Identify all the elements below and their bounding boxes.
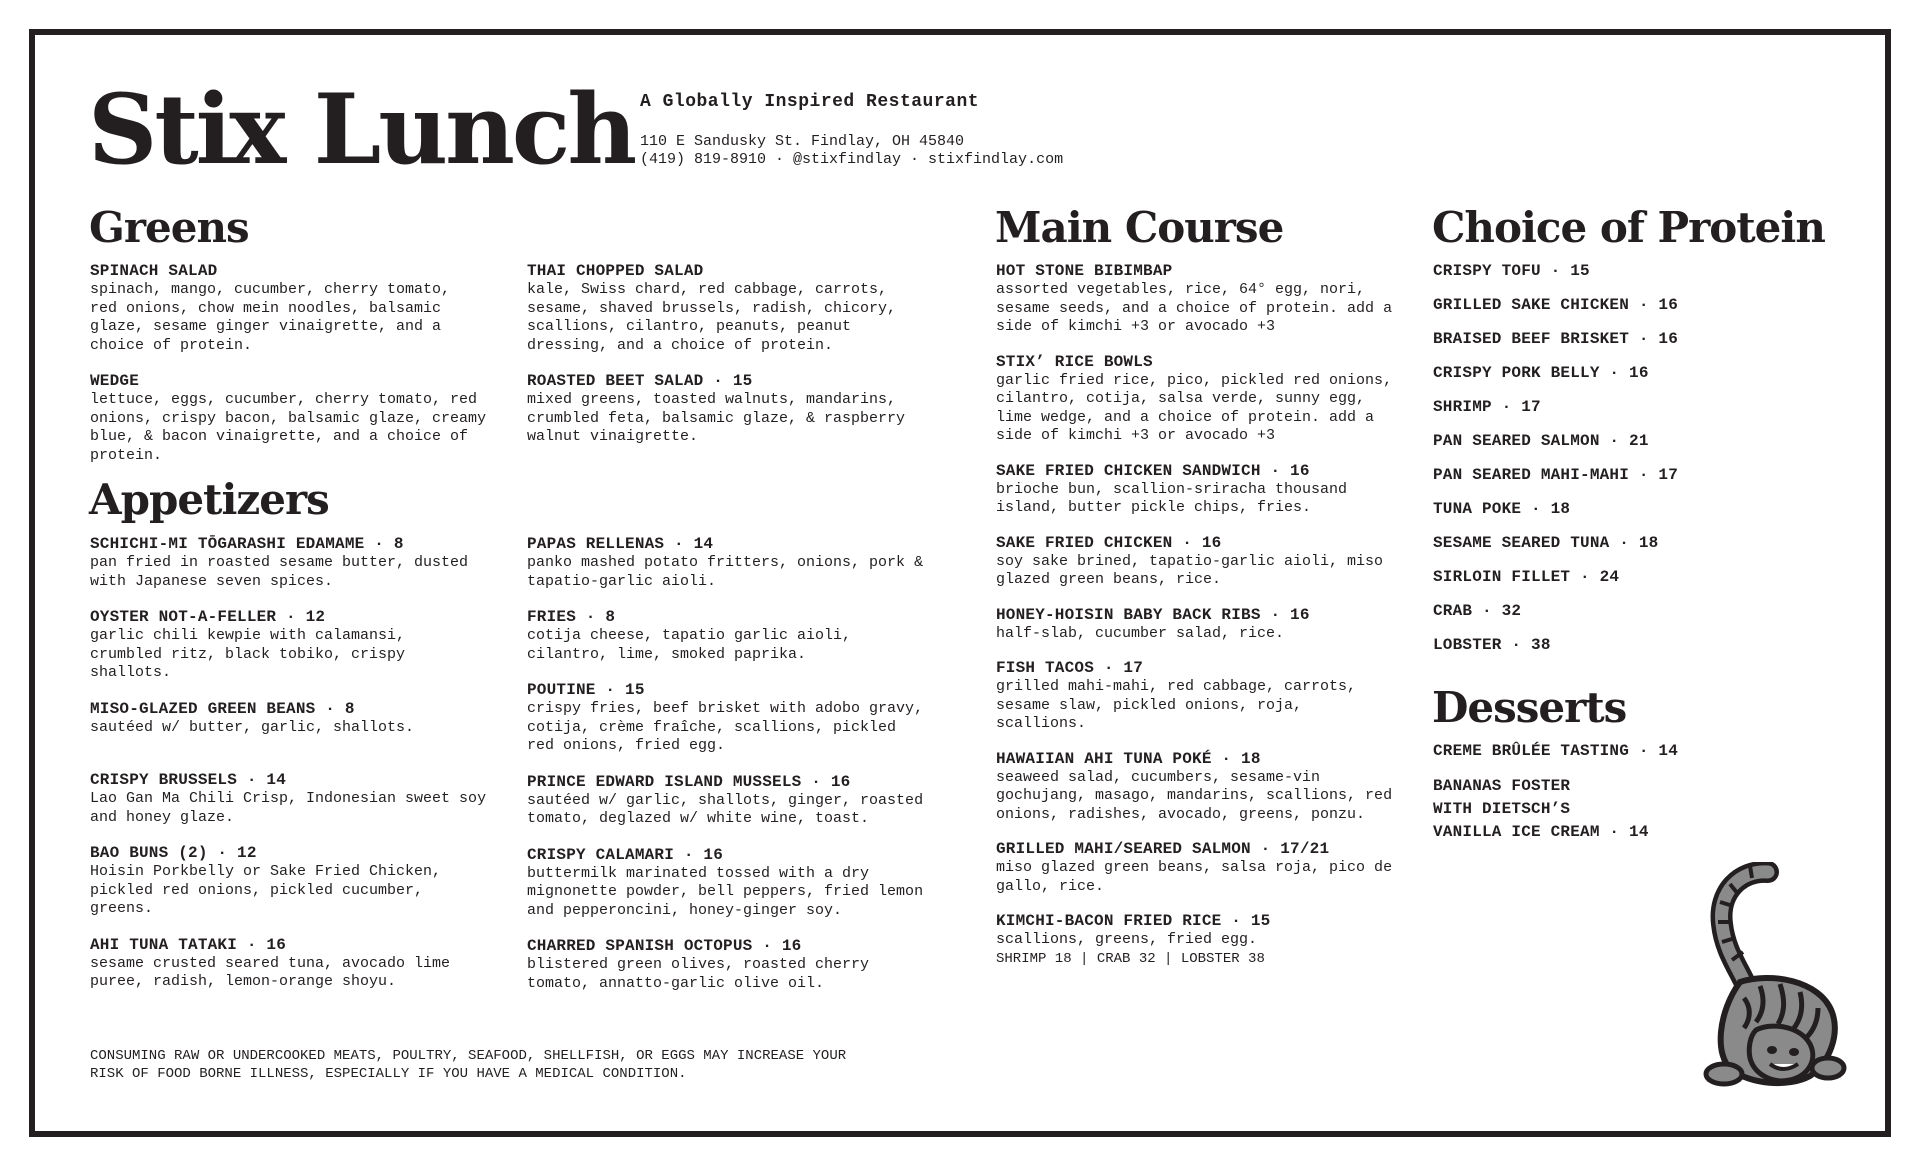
menu-item <box>90 844 520 919</box>
restaurant-address: 110 E Sandusky St. Findlay, OH 45840 <box>640 133 965 150</box>
menu-item <box>527 681 967 756</box>
protein-item: SHRIMP · 17 <box>1433 398 1541 416</box>
menu-item-name: OYSTER NOT-A-FELLER · 12 <box>90 608 326 626</box>
menu-item-name: ROASTED BEET SALAD · 15 <box>527 372 753 390</box>
protein-item: BRAISED BEEF BRISKET · 16 <box>1433 330 1679 348</box>
menu-item <box>90 700 520 738</box>
menu-item-desc: buttermilk marinated tossed with a dry mignonette powder, bell peppers, fried lemon and pepperoncini, honey-ginger soy. <box>527 864 924 919</box>
menu-item <box>527 372 957 447</box>
menu-item-desc: crispy fries, beef brisket with adobo gravy, cotija, crème fraîche, scallions, pickled red onions, fried egg. <box>527 700 924 754</box>
section-title-desserts: Desserts <box>1432 683 1627 732</box>
menu-item-desc: Hoisin Porkbelly or Sake Fried Chicken, pickled red onions, pickled cucumber, greens. <box>90 863 442 917</box>
menu-item-desc: garlic fried rice, pico, pickled red onions, cilantro, cotija, salsa verde, sunny egg, lime wedge, and a choice of protein. add a side of kimchi +3 or avocado +3 <box>996 371 1393 444</box>
dessert-item: BANANAS FOSTER WITH DIETSCH’S VANILLA ICE CREAM · 14 <box>1433 777 1649 841</box>
menu-item <box>996 353 1416 446</box>
menu-item-name: STIX’ RICE BOWLS <box>996 352 1153 371</box>
protein-item: TUNA POKE · 18 <box>1433 500 1571 518</box>
menu-item-name: SCHICHI-MI TŌGARASHI EDAMAME · 8 <box>90 535 404 553</box>
menu-item-desc: Lao Gan Ma Chili Crisp, Indonesian sweet soy and honey glaze. <box>90 790 487 826</box>
appetizers-left-column <box>90 535 520 992</box>
menu-item-desc: sesame crusted seared tuna, avocado lime puree, radish, lemon-orange shoyu. <box>90 954 451 990</box>
menu-item-name: SAKE FRIED CHICKEN SANDWICH · 16 <box>996 461 1310 480</box>
menu-item-desc: pan fried in roasted sesame butter, dusted with Japanese seven spices. <box>90 554 469 590</box>
menu-item-desc: cotija cheese, tapatio garlic aioli, cilantro, lime, smoked paprika. <box>527 627 852 663</box>
menu-item-name: BAO BUNS (2) · 12 <box>90 844 257 862</box>
menu-item-name: KIMCHI-BACON FRIED RICE · 15 <box>996 912 1271 930</box>
menu-item-name: CRISPY CALAMARI · 16 <box>527 845 724 864</box>
menu-item-desc: blistered green olives, roasted cherry tomato, annatto-garlic olive oil. <box>527 956 870 992</box>
menu-item-name: SAKE FRIED CHICKEN · 16 <box>996 533 1222 552</box>
menu-item-name: PRINCE EDWARD ISLAND MUSSELS · 16 <box>527 772 851 791</box>
menu-item <box>90 608 520 683</box>
greens-right-column <box>527 262 957 447</box>
menu-item <box>527 846 967 921</box>
menu-item-desc: half-slab, cucumber salad, rice. <box>996 624 1285 642</box>
protein-item: CRISPY PORK BELLY · 16 <box>1433 364 1649 382</box>
menu-item-desc: garlic chili kewpie with calamansi, crumbled ritz, black tobiko, crispy shallots. <box>90 627 406 681</box>
menu-item-desc: sautéed w/ butter, garlic, shallots. <box>90 718 415 736</box>
section-title-protein: Choice of Protein <box>1432 203 1825 252</box>
menu-item-desc: miso glazed green beans, salsa roja, pico de gallo, rice. <box>996 859 1393 895</box>
menu-item <box>996 262 1416 337</box>
restaurant-address-block <box>640 133 1063 169</box>
protein-item: SESAME SEARED TUNA · 18 <box>1433 534 1659 552</box>
tiger-illustration-icon <box>1700 862 1850 1090</box>
dessert-item: CREME BRÛLÉE TASTING · 14 <box>1433 742 1679 760</box>
menu-item-desc: kale, Swiss chard, red cabbage, carrots, sesame, shaved brussels, radish, chicory, scallions, cilantro, peanuts, peanut dressing, and a choice of protein. <box>527 281 897 354</box>
menu-item <box>996 912 1416 968</box>
menu-item <box>90 936 520 992</box>
menu-item-name: HONEY-HOISIN BABY BACK RIBS · 16 <box>996 605 1310 624</box>
protein-item: CRISPY TOFU · 15 <box>1433 262 1590 280</box>
menu-item-desc: mixed greens, toasted walnuts, mandarins, crumbled feta, balsamic glaze, & raspberry walnut vinaigrette. <box>527 391 906 445</box>
menu-item <box>527 937 967 993</box>
protein-item: CRAB · 32 <box>1433 602 1522 620</box>
protein-item: SIRLOIN FILLET · 24 <box>1433 568 1620 586</box>
menu-item <box>996 462 1416 518</box>
menu-item <box>527 773 967 829</box>
restaurant-title: Stix Lunch <box>88 73 635 186</box>
menu-item <box>90 372 510 465</box>
menu-item <box>996 534 1416 590</box>
section-title-appetizers: Appetizers <box>89 475 329 524</box>
menu-item-name: CHARRED SPANISH OCTOPUS · 16 <box>527 937 802 955</box>
menu-item-desc: brioche bun, scallion-sriracha thousand island, butter pickle chips, fries. <box>996 480 1348 516</box>
menu-item-desc: grilled mahi-mahi, red cabbage, carrots, sesame slaw, pickled onions, roja, scallions. <box>996 678 1357 732</box>
menu-item-name: AHI TUNA TATAKI · 16 <box>90 935 287 954</box>
main-course-column <box>996 262 1416 968</box>
desserts-list <box>1433 740 1853 844</box>
menu-item-addons: SHRIMP 18 | CRAB 32 | LOBSTER 38 <box>996 950 1265 967</box>
menu-item <box>996 659 1416 734</box>
menu-item-desc: spinach, mango, cucumber, cherry tomato, red onions, chow mein noodles, balsamic glaze, sesame ginger vinaigrette, and a choice of protein. <box>90 281 451 354</box>
menu-item-name: WEDGE <box>90 372 140 390</box>
section-title-main-course: Main Course <box>995 203 1284 252</box>
menu-item-desc: scallions, greens, fried egg. <box>996 931 1258 948</box>
menu-item-name: POUTINE · 15 <box>527 681 645 699</box>
menu-item-name: SPINACH SALAD <box>90 262 218 280</box>
restaurant-contact: (419) 819-8910 · @stixfindlay · stixfindlay.com <box>640 151 1064 168</box>
menu-item <box>996 840 1416 896</box>
menu-item-desc: soy sake brined, tapatio-garlic aioli, miso glazed green beans, rice. <box>996 552 1384 588</box>
protein-list <box>1433 262 1853 670</box>
protein-item: GRILLED SAKE CHICKEN · 16 <box>1433 296 1679 314</box>
menu-item-desc: sautéed w/ garlic, shallots, ginger, roasted tomato, deglazed w/ white wine, toast. <box>527 791 924 827</box>
menu-item-name: FISH TACOS · 17 <box>996 659 1144 677</box>
menu-item-name: MISO-GLAZED GREEN BEANS · 8 <box>90 699 355 718</box>
section-title-greens: Greens <box>89 203 249 252</box>
menu-item-name: THAI CHOPPED SALAD <box>527 262 704 280</box>
menu-item <box>527 262 957 355</box>
menu-item <box>90 771 520 827</box>
menu-item <box>527 608 967 664</box>
menu-item-desc: panko mashed potato fritters, onions, pork & tapatio-garlic aioli. <box>527 554 924 590</box>
restaurant-tagline: A Globally Inspired Restaurant <box>640 92 980 112</box>
menu-item-desc: seaweed salad, cucumbers, sesame-vin gochujang, masago, mandarins, scallions, red onions, radishes, avocado, greens, ponzu. <box>996 768 1393 823</box>
menu-item <box>996 750 1416 825</box>
menu-item-name: PAPAS RELLENAS · 14 <box>527 535 714 553</box>
menu-item-name: HOT STONE BIBIMBAP <box>996 262 1173 280</box>
appetizers-right-column <box>527 535 967 993</box>
menu-item <box>996 606 1416 644</box>
greens-left-column <box>90 262 510 465</box>
menu-item <box>90 262 510 355</box>
menu-item <box>90 535 520 591</box>
protein-item: LOBSTER · 38 <box>1433 636 1551 654</box>
protein-item: PAN SEARED SALMON · 21 <box>1433 432 1649 450</box>
menu-item-name: HAWAIIAN AHI TUNA POKÉ · 18 <box>996 749 1261 768</box>
food-safety-disclaimer: CONSUMING RAW OR UNDERCOOKED MEATS, POULTRY, SEAFOOD, SHELLFISH, OR EGGS MAY INCREASE YOUR RISK OF FOOD BORNE ILLNESS, ESPECIALLY IF YOU HAVE A MEDICAL CONDITION. <box>90 1048 847 1082</box>
menu-item <box>527 535 967 591</box>
menu-item-desc: assorted vegetables, rice, 64° egg, nori, sesame seeds, and a choice of protein. add a side of kimchi +3 or avocado +3 <box>996 281 1393 335</box>
menu-item-name: GRILLED MAHI/SEARED SALMON · 17/21 <box>996 840 1330 858</box>
menu-item-name: FRIES · 8 <box>527 608 616 626</box>
menu-item-desc: lettuce, eggs, cucumber, cherry tomato, red onions, crispy bacon, balsamic glaze, creamy blue, & bacon vinaigrette, and a choice of protein. <box>90 391 487 464</box>
protein-item: PAN SEARED MAHI-MAHI · 17 <box>1433 466 1679 484</box>
menu-item-name: CRISPY BRUSSELS · 14 <box>90 771 287 789</box>
